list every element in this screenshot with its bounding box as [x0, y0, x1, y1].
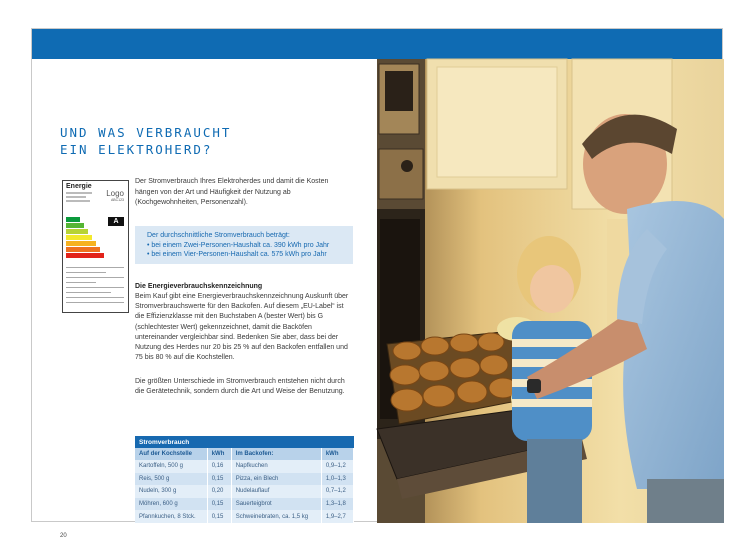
top-color-bar — [32, 29, 722, 59]
energy-scale-bar — [66, 229, 88, 234]
energy-scale-bar — [66, 217, 80, 222]
energy-scale-bar — [66, 247, 100, 252]
table-header: kWh — [321, 448, 353, 460]
table-cell: Reis, 500 g — [135, 473, 207, 486]
table-cell: 1,9–2,7 — [321, 510, 353, 523]
table-cell: 0,20 — [207, 485, 231, 498]
page-title — [60, 124, 231, 158]
table-row — [135, 473, 354, 486]
table-cell: 0,15 — [207, 498, 231, 511]
intro-paragraph: Der Stromverbrauch Ihres Elektroherdes und damit die Kosten hängen von der Art und Häufigkeit der Nutzung ab (Kochgewohnheiten, Personenzahl). — [135, 178, 329, 206]
table-row — [135, 498, 354, 511]
consumption-table — [135, 436, 354, 523]
table-cell: Kartoffeln, 500 g — [135, 460, 207, 473]
table-cell: Möhren, 600 g — [135, 498, 207, 511]
table-cell: 0,16 — [207, 460, 231, 473]
table-header: Im Backofen: — [231, 448, 321, 460]
table-cell: 1,3–1,8 — [321, 498, 353, 511]
page-number: 20 — [60, 533, 67, 539]
table-header: Auf der Kochstelle — [135, 448, 207, 460]
table-cell: Pfannkuchen, 8 Stck. — [135, 510, 207, 523]
table-cell: Nudeln, 300 g — [135, 485, 207, 498]
energy-scale-bars — [66, 217, 104, 259]
energy-grade-arrow: A — [108, 217, 124, 226]
table-header: kWh — [207, 448, 231, 460]
energy-label-title: Energie — [66, 183, 92, 190]
table-cell: Sauerteigbrot — [231, 498, 321, 511]
page-title-line-2: EIN ELEKTROHERD? — [60, 142, 213, 157]
left-page — [32, 59, 377, 539]
energy-scale-bar — [66, 241, 96, 246]
energy-label-logo: Logo — [106, 189, 124, 198]
table-cell: 0,9–1,2 — [321, 460, 353, 473]
table-row — [135, 485, 354, 498]
table-row — [135, 510, 354, 523]
kitchen-photo — [377, 59, 724, 523]
table-cell: Nudelauflauf — [231, 485, 321, 498]
table-cell: Napfkuchen — [231, 460, 321, 473]
table-caption: Stromverbrauch — [135, 436, 354, 448]
table-row — [135, 460, 354, 473]
table-cell: 0,15 — [207, 510, 231, 523]
table-cell: Schweinebraten, ca. 1,5 kg — [231, 510, 321, 523]
info-box-item: • bei einem Vier-Personen-Haushalt ca. 575 kWh pro Jahr — [147, 251, 327, 258]
energy-scale-bar — [66, 235, 92, 240]
section-body: Beim Kauf gibt eine Energieverbrauchskennzeichnung Auskunft über Stromverbrauchswerte für den Backofen. Auf diesem „EU-Label“ ist die Effizienzklasse mit den Buchstaben A (bester Wert) bis G (schlechtester Wert) gekennzeichnet, damit die Backöfen untereinander vergleichbar sind. Bedenken Sie aber, dass bei der Nutzung des Herdes nur 20 bis 25 % auf den Backofen entfallen und 75 bis 80 % auf die Kochstellen. — [135, 293, 349, 362]
info-box-item: • bei einem Zwei-Personen-Haushalt ca. 390 kWh pro Jahr — [147, 241, 330, 249]
energy-label-image — [62, 180, 129, 313]
info-box-title: Der durchschnittliche Stromverbrauch beträgt: — [147, 232, 290, 239]
section-heading: Die Energieverbrauchskennzeichnung — [135, 283, 263, 290]
energy-scale-bar — [66, 223, 84, 228]
brochure-spread — [31, 28, 723, 539]
table-cell: 1,0–1,3 — [321, 473, 353, 486]
kitchen-photo-illustration — [377, 59, 724, 523]
table-cell: 0,7–1,2 — [321, 485, 353, 498]
page-title-line-1: UND WAS VERBRAUCHT — [60, 125, 232, 140]
energy-label-fine-print — [66, 267, 124, 307]
section-body-2: Die größten Unterschiede im Stromverbrauch entstehen nicht durch die Gerätetechnik, sondern durch die Art und Weise der Benutzung. — [135, 378, 345, 396]
table-cell: Pizza, ein Blech — [231, 473, 321, 486]
energy-scale-bar — [66, 253, 104, 258]
table-cell: 0,15 — [207, 473, 231, 486]
energy-label-logo-sub: ABC123 — [110, 198, 124, 202]
consumption-info-box — [135, 226, 353, 264]
